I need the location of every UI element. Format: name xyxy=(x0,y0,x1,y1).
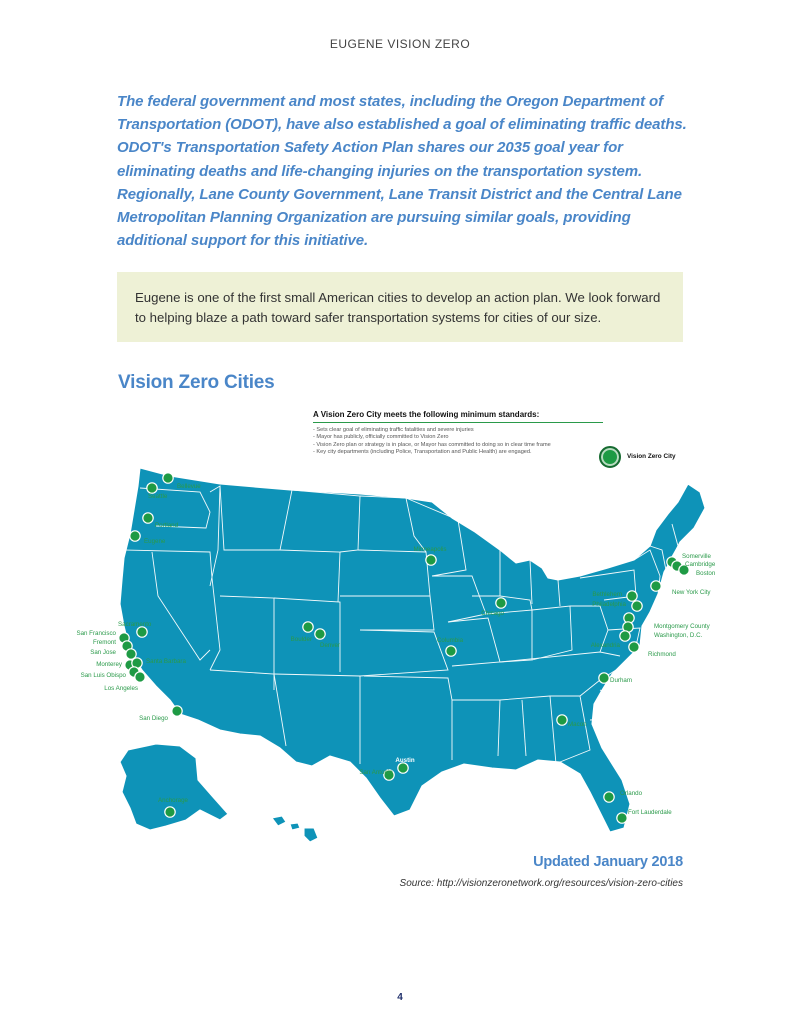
city-label-fort-lauderdale: Fort Lauderdale xyxy=(628,809,672,816)
city-marker-boulder xyxy=(303,622,313,632)
city-label-durham: Durham xyxy=(610,677,633,684)
city-label-bellevue: Bellevue xyxy=(177,483,201,490)
city-marker-new-york-city xyxy=(651,581,661,591)
standard-item: - Vision Zero plan or strategy is in place, or Mayor has committed to doing so in clear time frame xyxy=(313,441,551,448)
alaska-shape xyxy=(120,744,228,830)
city-marker-orlando xyxy=(604,792,614,802)
city-marker-alexandria xyxy=(620,631,630,641)
city-marker-chicago xyxy=(496,598,506,608)
city-marker-los-angeles xyxy=(135,672,145,682)
city-label-washington-d-c: Washington, D.C. xyxy=(654,632,703,639)
city-label-minneapolis: Minneapolis xyxy=(413,546,447,553)
standard-item: - Key city departments (including Police, Transportation and Public Health) are engaged. xyxy=(313,448,532,455)
city-label-san-francisco: San Francisco xyxy=(76,630,116,637)
city-label-los-angeles: Los Angeles xyxy=(104,685,138,692)
section-title: Vision Zero Cities xyxy=(118,372,275,393)
legend-marker-icon xyxy=(599,446,621,468)
city-label-denver: Denver xyxy=(320,642,340,649)
city-marker-seattle xyxy=(147,483,157,493)
city-label-new-york-city: New York City xyxy=(672,589,711,596)
city-label-seattle: Seattle xyxy=(148,493,168,500)
city-marker-philadelphia xyxy=(632,601,642,611)
city-marker-austin xyxy=(398,763,408,773)
city-marker-columbia xyxy=(446,646,456,656)
city-label-boulder: Boulder xyxy=(290,636,312,643)
city-label-somerville: Somerville xyxy=(682,553,711,560)
city-label-macon: Macon xyxy=(568,721,587,728)
city-marker-portland xyxy=(143,513,153,523)
city-label-san-jose: San Jose xyxy=(90,649,116,656)
us-map-svg xyxy=(60,400,740,850)
city-label-anchorage: Anchorage xyxy=(158,797,188,804)
updated-date: Updated January 2018 xyxy=(533,854,683,870)
city-label-santa-barbara: Santa Barbara xyxy=(146,658,186,665)
intro-paragraph: The federal government and most states, including the Oregon Department of Transportation (ODOT), have also established a goal of eliminating traffic deaths. ODOT's Transportation Safety Action Plan shares our 2035 goal year for eliminating deaths and life-changing injuries on the transportation system. Regionally, Lane County Government, Lane Transit District and the Central Lane Metropolitan Planning Organization are pursuing similar goals, providing additional support for this initiative. xyxy=(117,93,687,250)
legend-label: Vision Zero City xyxy=(627,453,676,460)
city-marker-fort-lauderdale xyxy=(617,813,627,823)
city-marker-richmond xyxy=(629,642,639,652)
city-label-san-antonio: San Antonio xyxy=(359,769,393,776)
city-label-austin: Austin xyxy=(395,757,415,764)
city-label-monterey: Monterey xyxy=(96,661,122,668)
city-marker-san-diego xyxy=(172,706,182,716)
city-label-san-diego: San Diego xyxy=(139,715,168,722)
city-marker-eugene xyxy=(130,531,140,541)
city-label-richmond: Richmond xyxy=(648,651,676,658)
running-header: EUGENE VISION ZERO xyxy=(329,37,471,51)
vision-zero-map xyxy=(60,400,740,850)
city-label-montgomery-county: Montgomery County xyxy=(654,623,710,630)
city-label-fremont: Fremont xyxy=(92,639,116,646)
city-label-cambridge: Cambridge xyxy=(685,561,716,568)
callout-box: Eugene is one of the first small American cities to develop an action plan. We look forward to helping blaze a path toward safer transportation systems for cities of our size. xyxy=(117,272,683,342)
city-label-columbia: Columbia xyxy=(436,637,464,644)
city-label-boston: Boston xyxy=(696,570,716,577)
standard-item: - Sets clear goal of eliminating traffic fatalities and severe injuries xyxy=(313,427,474,433)
city-label-bethlehem: Bethlehem xyxy=(592,591,622,598)
source-citation: Source: http://visionzeronetwork.org/resources/vision-zero-cities xyxy=(399,878,683,889)
standards-list xyxy=(313,427,603,456)
city-marker-sacramento xyxy=(137,627,147,637)
city-marker-bethlehem xyxy=(627,591,637,601)
city-label-san-luis-obispo: San Luis Obispo xyxy=(80,672,126,679)
city-label-eugene: Eugene xyxy=(144,538,166,545)
city-label-portland: Portland xyxy=(155,522,179,529)
city-label-orlando: Orlando xyxy=(620,790,643,797)
city-marker-macon xyxy=(557,715,567,725)
city-marker-san-jose xyxy=(126,649,136,659)
standard-item: - Mayor has publicly, officially committed to Vision Zero xyxy=(313,434,449,441)
hawaii-shape xyxy=(272,816,318,842)
city-label-alexandria: Alexandria xyxy=(590,642,620,649)
city-marker-durham xyxy=(599,673,609,683)
page-number: 4 xyxy=(397,992,403,1003)
city-label-chicago: Chicago xyxy=(481,610,504,617)
standards-title: A Vision Zero City meets the following minimum standards: xyxy=(313,410,603,423)
city-label-sacramento: Sacramento xyxy=(118,621,152,628)
city-marker-anchorage xyxy=(165,807,175,817)
city-marker-denver xyxy=(315,629,325,639)
city-marker-minneapolis xyxy=(426,555,436,565)
standards-box xyxy=(313,410,603,456)
city-label-philadelphia: Philadelphia xyxy=(592,601,626,608)
city-marker-bellevue xyxy=(163,473,173,483)
